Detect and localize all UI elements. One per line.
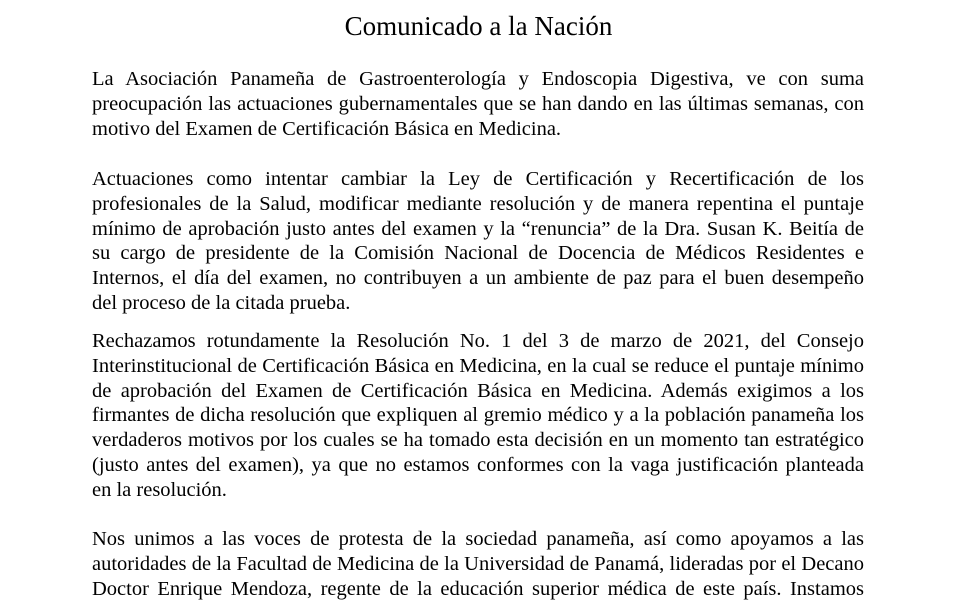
paragraph-line: autoridades de la Facultad de Medicina de la Universidad de Panamá, lideradas por el Decano (92, 552, 864, 575)
paragraph-line: de aprobación del Examen de Certificación Básica en Medicina. Además exigimos a los (92, 379, 864, 402)
paragraph-line: Rechazamos rotundamente la Resolución No. 1 del 3 de marzo de 2021, del Consejo (92, 330, 864, 352)
paragraph-line: (justo antes del examen), ya que no estamos conformes con la vaga justificación planteada (92, 453, 864, 476)
paragraph-line: Actuaciones como intentar cambiar la Ley de Certificación y Recertificación de los (92, 168, 864, 190)
paragraph-line: en la resolución. (92, 478, 227, 501)
paragraph-line: Doctor Enrique Mendoza, regente de la educación superior médica de este país. Instamos (92, 577, 864, 600)
paragraph-line: preocupación las actuaciones gubernamentales que se han dando en las últimas semanas, con (92, 92, 864, 115)
document-title: Comunicado a la Nación (344, 11, 613, 41)
paragraph-line: Nos unimos a las voces de protesta de la sociedad panameña, así como apoyamos a las (92, 528, 864, 550)
paragraph-line: La Asociación Panameña de Gastroenterología y Endoscopia Digestiva, ve con suma (92, 68, 864, 90)
paragraph-3 (92, 329, 864, 503)
paragraph-2 (92, 167, 864, 316)
paragraph-line: Interinstitucional de Certificación Básica en Medicina, en la cual se reduce el puntaje mínimo (92, 354, 864, 377)
paragraph-line: del proceso de la citada prueba. (92, 291, 351, 314)
paragraph-line: profesionales de la Salud, modificar mediante resolución y de manera repentina el puntaje (92, 192, 864, 215)
paragraph-line: Internos, el día del examen, no contribuyen a un ambiente de paz para el buen desempeño (92, 267, 864, 290)
paragraph-line: su cargo de presidente de la Comisión Nacional de Docencia de Médicos Residentes e (92, 242, 864, 265)
paragraph-line: motivo del Examen de Certificación Básica en Medicina. (92, 117, 562, 140)
paragraph-line: mínimo de aprobación justo antes del examen y la “renuncia” de la Dra. Susan K. Beitía de (92, 217, 864, 240)
paragraph-1 (92, 67, 864, 141)
paragraph-line: firmantes de dicha resolución que expliquen al gremio médico y a la población panameña los (92, 404, 864, 427)
paragraph-line: verdaderos motivos por los cuales se ha tomado esta decisión en un momento tan estratégico (92, 429, 864, 452)
paragraph-4 (92, 527, 864, 600)
